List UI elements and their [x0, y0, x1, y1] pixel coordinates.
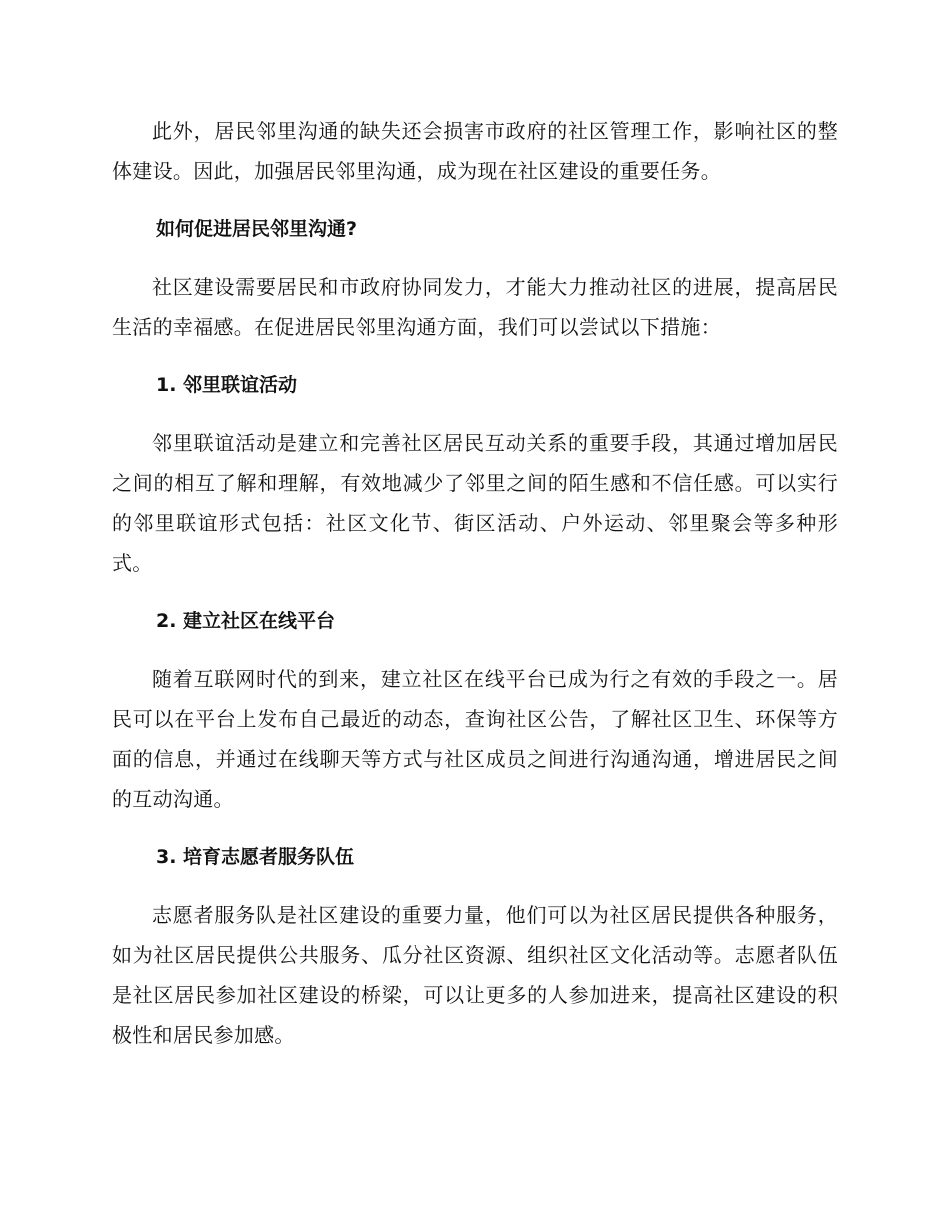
- heading-volunteer-team: 3. 培育志愿者服务队伍: [156, 846, 355, 868]
- document-body: [112, 111, 838, 1055]
- heading-how-to-promote: 如何促进居民邻里沟通?: [156, 218, 358, 240]
- heading-online-platform: 2. 建立社区在线平台: [156, 610, 336, 632]
- paragraph-measures-intro: 社区建设需要居民和市政府协同发力，才能大力推动社区的进展，提高居民生活的幸福感。在促进居民邻里沟通方面，我们可以尝试以下措施：: [112, 275, 838, 339]
- paragraph-intro: 此外，居民邻里沟通的缺失还会损害市政府的社区管理工作，影响社区的整体建设。因此，加强居民邻里沟通，成为现在社区建设的重要任务。: [112, 119, 838, 183]
- heading-neighbor-activities: 1. 邻里联谊活动: [156, 374, 298, 396]
- paragraph-online-platform: 随着互联网时代的到来，建立社区在线平台已成为行之有效的手段之一。居民可以在平台上发布自己最近的动态，查询社区公告，了解社区卫生、环保等方面的信息，并通过在线聊天等方式与社区成员之间进行沟通沟通，增进居民之间的互动沟通。: [112, 667, 838, 811]
- paragraph-neighbor-activities: 邻里联谊活动是建立和完善社区居民互动关系的重要手段，其通过增加居民之间的相互了解和理解，有效地减少了邻里之间的陌生感和不信任感。可以实行的邻里联谊形式包括：社区文化节、街区活动、户外运动、邻里聚会等多种形式。: [112, 431, 838, 575]
- paragraph-volunteer-team: 志愿者服务队是社区建设的重要力量，他们可以为社区居民提供各种服务，如为社区居民提供公共服务、瓜分社区资源、组织社区文化活动等。志愿者队伍是社区居民参加社区建设的桥梁，可以让更多的人参加进来，提高社区建设的积极性和居民参加感。: [112, 903, 838, 1047]
